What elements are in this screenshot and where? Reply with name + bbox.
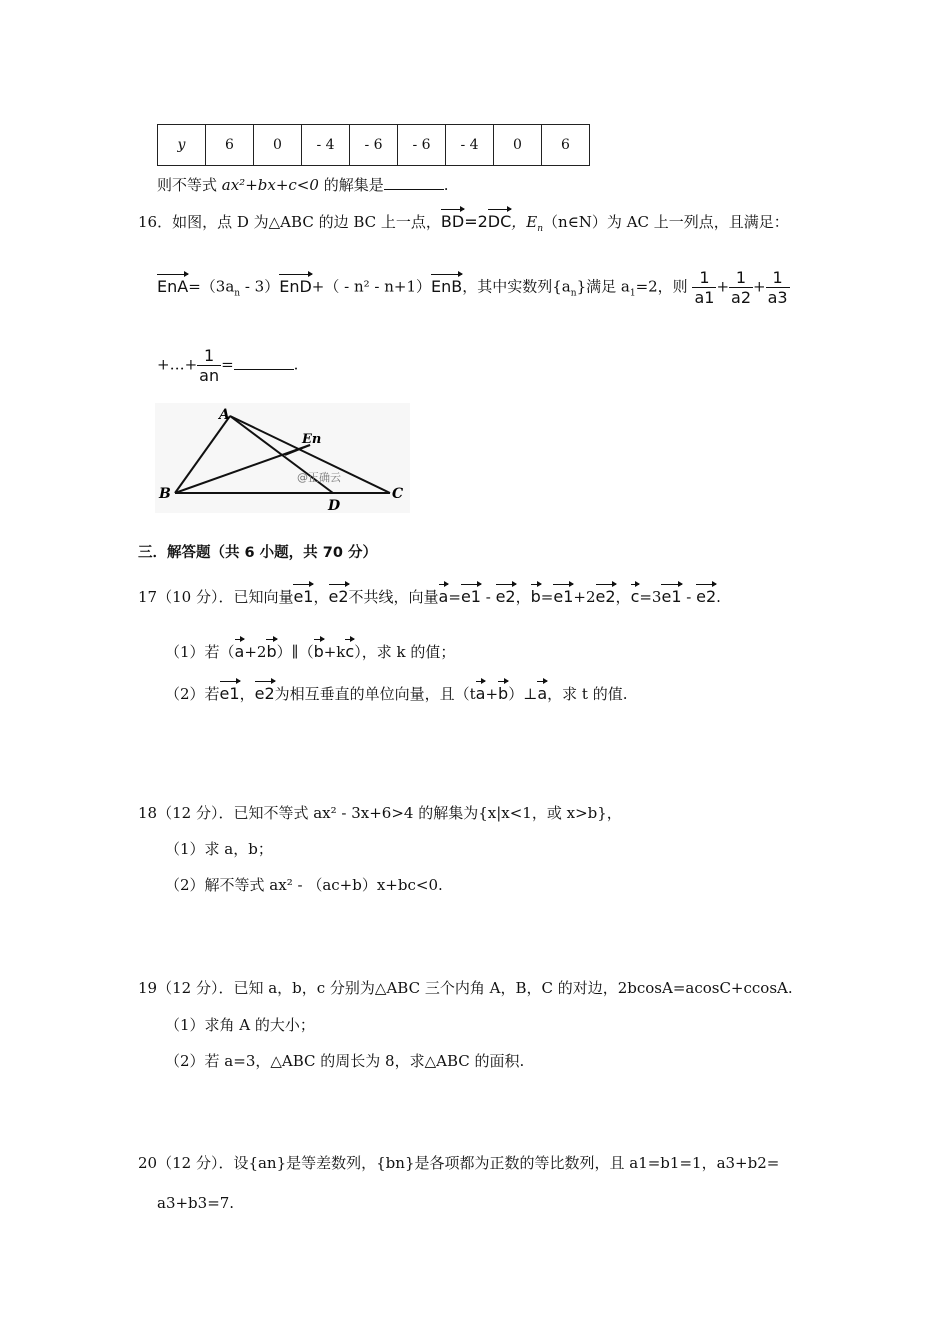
vector-b: b: [314, 636, 324, 661]
vector-a: a: [537, 678, 547, 703]
vector-dc: DC: [488, 206, 512, 231]
q19-part-2: （2）若 a=3，△ABC 的周长为 8，求△ABC 的面积.: [165, 1052, 525, 1070]
q16-line-3: +…+ $\frac{1}{an}$ = .: [157, 346, 299, 385]
vector-c: c: [631, 581, 640, 606]
vector-b: b: [531, 581, 541, 606]
vector-bd: BD: [441, 206, 464, 231]
table-cell: 0: [494, 125, 542, 166]
section-heading: 三．解答题（共 6 小题，共 70 分）: [138, 545, 377, 561]
q16-line-1: 16．如图，点 D 为△ABC 的边 BC 上一点，BD=2DC，$E_n(n\in N)$为 AC 上一列点，且满足：: [138, 206, 789, 234]
vector-e1: e1: [661, 581, 681, 606]
q15-question-line: 则不等式 ax²+bx+c<0 的解集是 .: [157, 176, 449, 194]
fraction-1-over-a1: $\frac{1}{a1}$: [694, 268, 715, 307]
vector-e2: e2: [255, 678, 275, 703]
vector-a: a: [439, 581, 449, 606]
vector-c: c: [345, 636, 354, 661]
q16-line-2: $EnA=(3a_n - 3)EnD+( - n^2 - n+1)EnB$，其中实数列$\{a_n\}$满足 $a_1=2$，则 $\frac{1}{a1}$ + $\frac{1}{a2}$ + $\frac{1}{a3}$: [157, 268, 788, 307]
table-cell: - 6: [350, 125, 398, 166]
label-c: C: [392, 486, 404, 502]
table-cell: y: [158, 125, 206, 166]
value-table: [157, 124, 590, 166]
fraction-1-over-a3: $\frac{1}{a3}$: [767, 268, 788, 307]
answer-blank: [234, 369, 294, 370]
vector-e1: e1: [461, 581, 481, 606]
watermark: @正确云: [297, 471, 341, 484]
fraction-1-over-an: $\frac{1}{an}$: [199, 346, 220, 385]
label-en: En: [302, 432, 322, 447]
vector-e1: e1: [553, 581, 573, 606]
vector-e1: e1: [220, 678, 240, 703]
triangle-figure: [155, 403, 410, 513]
q17-part-1: （1）若（a+2b）∥（b+kc），求 k 的值；: [165, 636, 455, 662]
vector-b: b: [498, 678, 508, 703]
q19-part-1: （1）求角 A 的大小；: [165, 1016, 315, 1034]
table-cell: - 4: [446, 125, 494, 166]
vector-enb: EnB: [431, 271, 462, 296]
table-cell: 6: [206, 125, 254, 166]
q18-part-1: （1）求 a，b；: [165, 840, 273, 858]
q18-intro: 18（12 分）．已知不等式 ax² - 3x+6>4 的解集为{x|x<1，或 x>b}，: [138, 804, 622, 822]
vector-e2: e2: [496, 581, 516, 606]
q20-line-2: a3+b3=7.: [157, 1194, 235, 1212]
vector-e2: e2: [596, 581, 616, 606]
vector-end: EnD: [279, 271, 312, 296]
table-cell: - 6: [398, 125, 446, 166]
vector-b: b: [266, 636, 276, 661]
table-cell: 0: [254, 125, 302, 166]
vector-ena: EnA: [157, 271, 188, 296]
q20-line-1: 20（12 分）．设{an}是等差数列，{bn}是各项都为正数的等比数列，且 a1=b1=1，a3+b2=: [138, 1154, 780, 1172]
table-cell: 6: [542, 125, 590, 166]
q18-part-2: （2）解不等式 ax² - （ac+b）x+bc<0.: [165, 876, 443, 894]
vector-a: a: [476, 678, 486, 703]
q17-part-2: （2）若e1，e2为相互垂直的单位向量，且（ta+b）⊥a，求 t 的值.: [165, 678, 627, 704]
answer-blank: [384, 189, 444, 190]
vector-e1: e1: [293, 581, 313, 606]
table-cell: - 4: [302, 125, 350, 166]
q17-intro: 17（10 分）．已知向量e1，e2不共线，向量a=e1 - e2，b=e1+2e2，c=3e1 - e2.: [138, 581, 721, 607]
label-d: D: [328, 498, 341, 513]
label-b: B: [159, 486, 171, 502]
vector-e2: e2: [329, 581, 349, 606]
vector-a: a: [235, 636, 245, 661]
q19-intro: 19（12 分）．已知 a，b，c 分别为△ABC 三个内角 A，B，C 的对边，2bcosA=acosC+ccosA.: [138, 979, 793, 997]
label-a: A: [219, 407, 230, 423]
vector-e2: e2: [696, 581, 716, 606]
fraction-1-over-a2: $\frac{1}{a2}$: [731, 268, 752, 307]
